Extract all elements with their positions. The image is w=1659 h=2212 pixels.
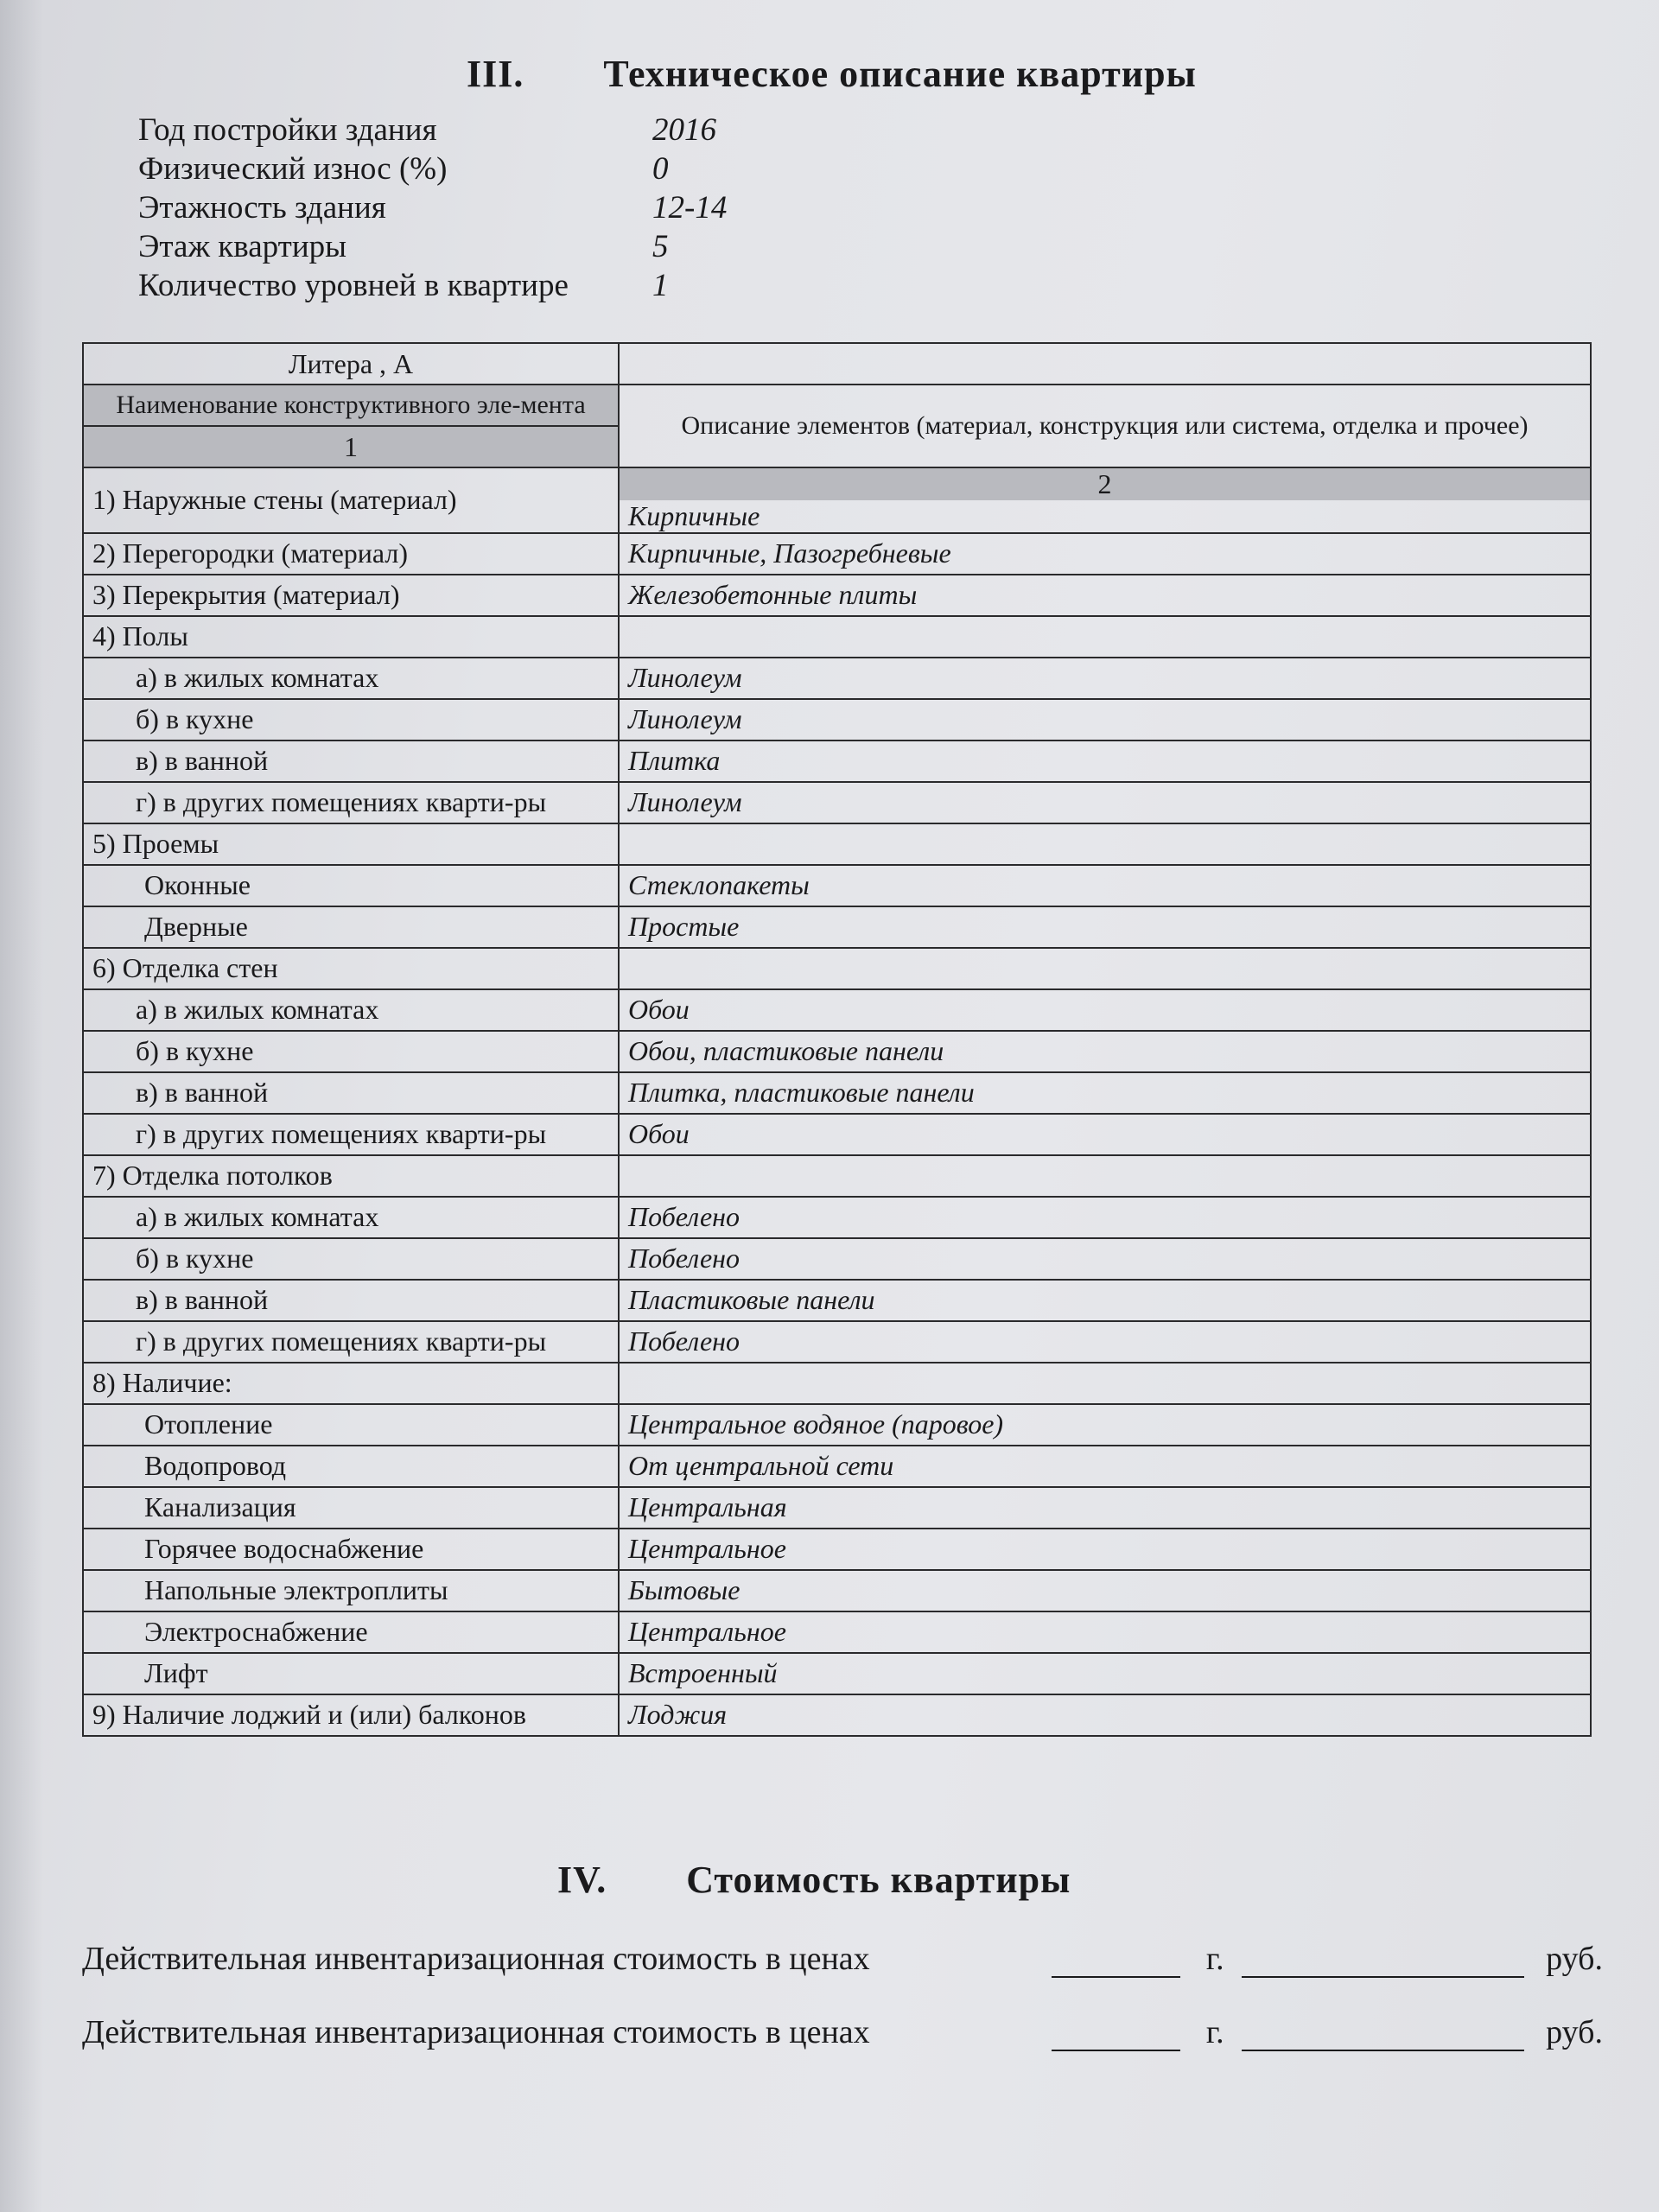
row-value: Кирпичные, Пазогребневые (619, 533, 1591, 575)
row-value: Пластиковые панели (619, 1280, 1591, 1321)
row-label: в) в ванной (83, 1072, 619, 1114)
row-value: Плитка, пластиковые панели (619, 1072, 1591, 1114)
info-row-levels (138, 266, 795, 305)
row-value: Бытовые (619, 1570, 1591, 1611)
cost-label: Действительная инвентаризационная стоимость в ценах (82, 2014, 870, 2050)
table-row (83, 1404, 1591, 1446)
table-row (83, 1694, 1591, 1736)
table-row (83, 1487, 1591, 1529)
table-row (83, 865, 1591, 906)
row-label: Дверные (83, 906, 619, 948)
cost-label: Действительная инвентаризационная стоимость в ценах (82, 1941, 870, 1977)
section-3-heading (467, 52, 1197, 96)
section-3-title: Техническое описание квартиры (603, 53, 1197, 95)
row-value: Побелено (619, 1321, 1591, 1363)
table-row (83, 533, 1591, 575)
table-row (83, 1446, 1591, 1487)
row-label: г) в других помещениях кварти-ры (83, 1321, 619, 1363)
info-label: Год постройки здания (138, 112, 437, 148)
row-label: б) в кухне (83, 699, 619, 741)
row-label: Оконные (83, 865, 619, 906)
row-value: Центральное водяное (паровое) (619, 1404, 1591, 1446)
litera-cell: Литера , А (83, 343, 619, 385)
row-value: Центральное (619, 1611, 1591, 1653)
info-row-wear (138, 149, 795, 188)
table-row (83, 741, 1591, 782)
table-row (83, 948, 1591, 989)
info-value: 12-14 (652, 190, 728, 226)
row-value (619, 948, 1591, 989)
table-row (83, 1197, 1591, 1238)
amount-blank-field[interactable] (1242, 2020, 1525, 2051)
row-label: 3) Перекрытия (материал) (83, 575, 619, 616)
row-value: Железобетонные плиты (619, 575, 1591, 616)
row-value (619, 823, 1591, 865)
year-blank-field[interactable] (1052, 1947, 1180, 1978)
building-info (138, 111, 795, 305)
row-value: Простые (619, 906, 1591, 948)
row-label: 5) Проемы (83, 823, 619, 865)
row-value: Лоджия (619, 1694, 1591, 1736)
info-row-build-year (138, 111, 795, 149)
row-value: Встроенный (619, 1653, 1591, 1694)
table-row (83, 699, 1591, 741)
year-blank-field[interactable] (1052, 2020, 1180, 2051)
row-value (619, 1363, 1591, 1404)
row-value: Центральное (619, 1529, 1591, 1570)
row-value: Центральная (619, 1487, 1591, 1529)
row-value (619, 616, 1591, 658)
row-value: Плитка (619, 741, 1591, 782)
table-row (83, 1570, 1591, 1611)
litera-row (83, 343, 1591, 385)
row-label: 1) Наружные стены (материал) (83, 467, 619, 533)
row-value: Линолеум (619, 782, 1591, 823)
info-value: 2016 (652, 112, 716, 148)
row-label: Канализация (83, 1487, 619, 1529)
table-row (83, 823, 1591, 865)
row-label: Горячее водоснабжение (83, 1529, 619, 1570)
cost-line (82, 2013, 1603, 2051)
table-row (83, 1363, 1591, 1404)
table-row (83, 467, 1591, 533)
table-row (83, 1280, 1591, 1321)
row-label: Отопление (83, 1404, 619, 1446)
currency-label: руб. (1546, 1941, 1603, 1977)
info-row-floors (138, 188, 795, 227)
row-label: а) в жилых комнатах (83, 1197, 619, 1238)
info-label: Этажность здания (138, 190, 386, 226)
table-row (83, 1611, 1591, 1653)
info-value: 5 (652, 229, 669, 264)
row-value-text: Кирпичные (628, 499, 760, 531)
table-row (83, 658, 1591, 699)
row-label: 4) Полы (83, 616, 619, 658)
header-row (83, 385, 1591, 426)
row-label: 6) Отделка стен (83, 948, 619, 989)
table-row (83, 575, 1591, 616)
page-shadow (0, 0, 43, 2212)
column-1-header: Наименование конструктивного эле-мента (83, 385, 619, 426)
column-2-number: 2 (620, 468, 1590, 500)
empty-cell (619, 343, 1591, 385)
row-label: а) в жилых комнатах (83, 658, 619, 699)
currency-label: руб. (1546, 2014, 1603, 2050)
table-row (83, 989, 1591, 1031)
column-1-number: 1 (83, 426, 619, 467)
row-value: Побелено (619, 1238, 1591, 1280)
info-label: Количество уровней в квартире (138, 268, 569, 303)
row-value: Обои (619, 1114, 1591, 1155)
year-suffix: г. (1205, 1941, 1224, 1977)
row-label: в) в ванной (83, 1280, 619, 1321)
row-label: Водопровод (83, 1446, 619, 1487)
table-row (83, 1072, 1591, 1114)
row-value: Обои (619, 989, 1591, 1031)
table-row (83, 1321, 1591, 1363)
year-suffix: г. (1205, 2014, 1224, 2050)
table-row (83, 782, 1591, 823)
row-value: От центральной сети (619, 1446, 1591, 1487)
row-label: б) в кухне (83, 1238, 619, 1280)
table-row (83, 1031, 1591, 1072)
info-value: 1 (652, 268, 669, 303)
row-label: г) в других помещениях кварти-ры (83, 1114, 619, 1155)
row-value: Побелено (619, 1197, 1591, 1238)
row-label: г) в других помещениях кварти-ры (83, 782, 619, 823)
amount-blank-field[interactable] (1242, 1947, 1525, 1978)
row-label: б) в кухне (83, 1031, 619, 1072)
table-row (83, 1114, 1591, 1155)
row-label: а) в жилых комнатах (83, 989, 619, 1031)
table-row (83, 1529, 1591, 1570)
row-value: Стеклопакеты (619, 865, 1591, 906)
info-label: Этаж квартиры (138, 229, 347, 264)
table-row (83, 906, 1591, 948)
section-4-heading (557, 1858, 1071, 1902)
row-label: Электроснабжение (83, 1611, 619, 1653)
row-label: в) в ванной (83, 741, 619, 782)
technical-description-table (82, 342, 1592, 1737)
cost-line (82, 1940, 1603, 1978)
row-label: 8) Наличие: (83, 1363, 619, 1404)
row-label: 2) Перегородки (материал) (83, 533, 619, 575)
section-4-number: IV. (557, 1859, 607, 1901)
info-row-apartment-floor (138, 227, 795, 266)
table-row (83, 1653, 1591, 1694)
section-3-number: III. (467, 53, 524, 95)
info-value: 0 (652, 151, 669, 187)
info-label: Физический износ (%) (138, 151, 448, 187)
table-row (83, 1155, 1591, 1197)
row-label: 7) Отделка потолков (83, 1155, 619, 1197)
row-label: Напольные электроплиты (83, 1570, 619, 1611)
row-value: Линолеум (619, 658, 1591, 699)
row-value (619, 1155, 1591, 1197)
row-label: 9) Наличие лоджий и (или) балконов (83, 1694, 619, 1736)
row-value: Обои, пластиковые панели (619, 1031, 1591, 1072)
table-row (83, 616, 1591, 658)
row-label: Лифт (83, 1653, 619, 1694)
row-value (619, 467, 1591, 533)
column-2-header: Описание элементов (материал, конструкция или система, отделка и прочее) (619, 385, 1591, 467)
row-value: Линолеум (619, 699, 1591, 741)
table-row (83, 1238, 1591, 1280)
section-4-title: Стоимость квартиры (686, 1859, 1071, 1901)
